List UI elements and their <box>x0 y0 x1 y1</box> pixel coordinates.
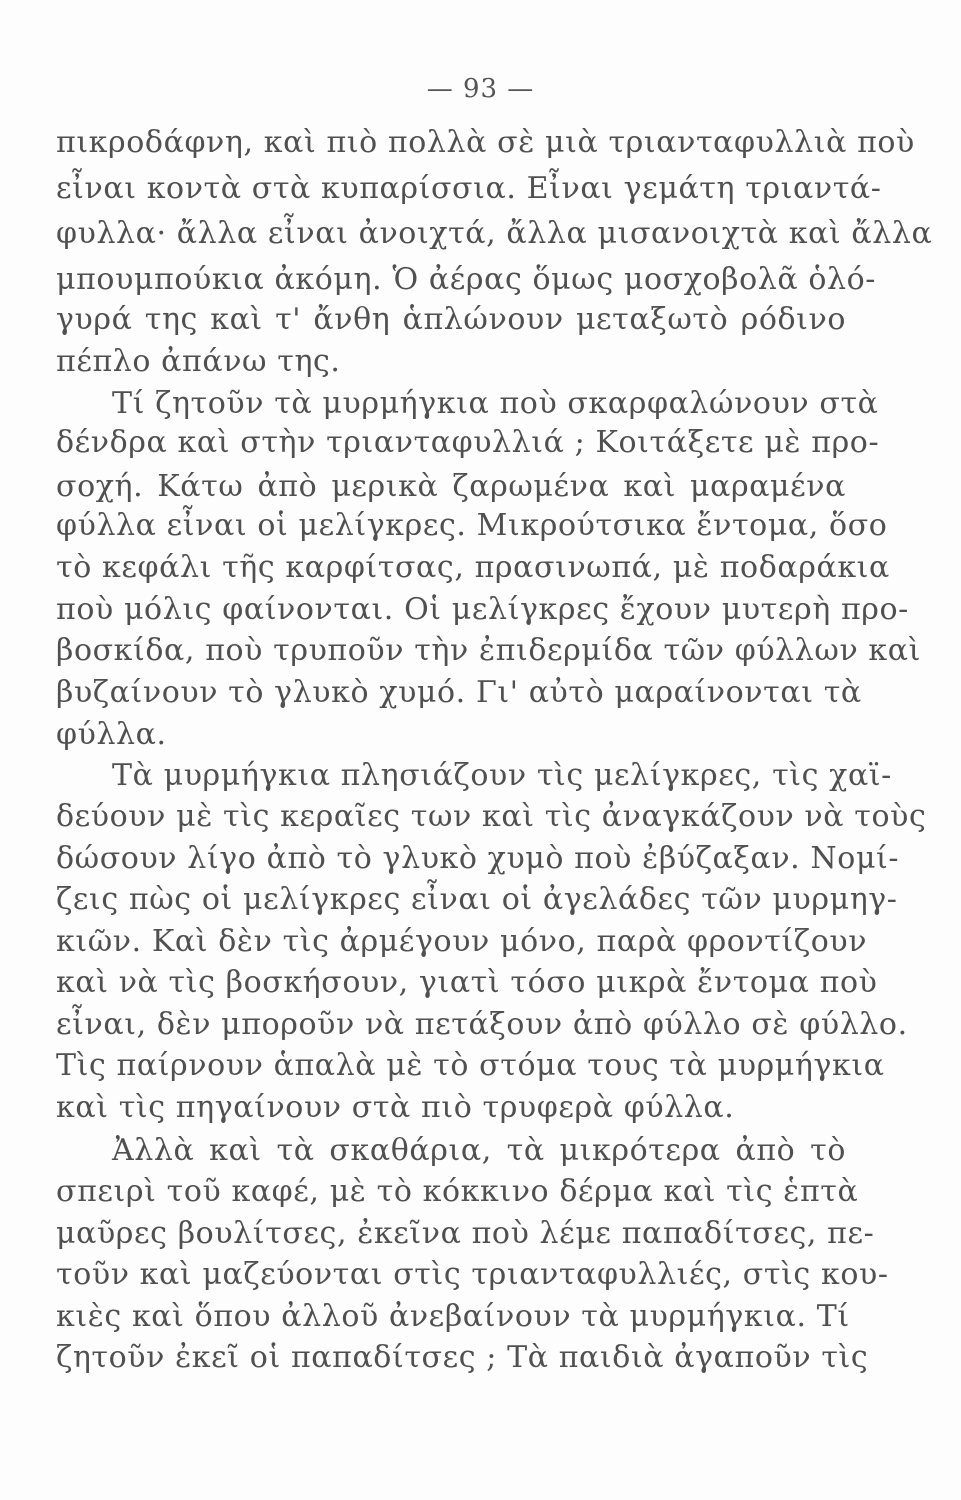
text-line: Τί ζητοῦν τὰ μυρμήγκια ποὺ σκαρφαλώνουν στὰ <box>112 386 879 421</box>
text-line: δώσουν λίγο ἀπὸ τὸ γλυκὸ χυμὸ ποὺ ἐβύζαξαν. Νομί- <box>56 841 900 876</box>
text-line: σοχή. Κάτω ἀπὸ μερικὰ ζαρωμένα καὶ μαραμένα <box>56 469 846 504</box>
text-line: φύλλα. <box>56 717 167 752</box>
text-line: δεύουν μὲ τὶς κεραῖες των καὶ τὶς ἀναγκάζουν νὰ τοὺς <box>56 799 927 834</box>
text-line: εἶναι κοντὰ στὰ κυπαρίσσια. Εἶναι γεμάτη τριαντά- <box>56 171 882 206</box>
text-line: βυζαίνουν τὸ γλυκὸ χυμό. Γι' αὐτὸ μαραίνονται τὰ <box>56 675 862 710</box>
text-line: γυρά της καὶ τ' ἄνθη ἁπλώνουν μεταξωτὸ ρόδινο <box>56 302 846 337</box>
text-line: ποὺ μόλις φαίνονται. Οἱ μελίγκρες ἔχουν μυτερὴ προ- <box>56 592 909 627</box>
text-line: Τὶς παίρνουν ἁπαλὰ μὲ τὸ στόμα τους τὰ μυρμήγκια <box>56 1048 885 1083</box>
text-line: ζεις πὼς οἱ μελίγκρες εἶναι οἱ ἀγελάδες τῶν μυρμηγ- <box>56 882 898 917</box>
page-number: — 93 — <box>426 74 535 104</box>
text-line: τὸ κεφάλι τῆς καρφίτσας, πρασινωπά, μὲ ποδαράκια <box>56 550 890 585</box>
text-line: τοῦν καὶ μαζεύονται στὶς τριανταφυλλιές, στὶς κου- <box>56 1257 889 1292</box>
text-line: μπουμπούκια ἀκόμη. Ὁ ἀέρας ὅμως μοσχοβολᾶ ὁλό- <box>56 262 877 297</box>
text-line: καὶ τὶς πηγαίνουν στὰ πιὸ τρυφερὰ φύλλα. <box>56 1090 735 1125</box>
text-line: Ἀλλὰ καὶ τὰ σκαθάρια, τὰ μικρότερα ἀπὸ τὸ <box>112 1133 846 1168</box>
text-line: φυλλα· ἄλλα εἶναι ἀνοιχτά, ἄλλα μισανοιχτὰ καὶ ἄλλα <box>56 216 933 251</box>
text-line: πικροδάφνη, καὶ πιὸ πολλὰ σὲ μιὰ τριανταφυλλιὰ ποὺ <box>56 125 915 160</box>
text-line: βοσκίδα, ποὺ τρυποῦν τὴν ἐπιδερμίδα τῶν φύλλων καὶ <box>56 633 921 668</box>
text-line: καὶ νὰ τὶς βοσκήσουν, γιατὶ τόσο μικρὰ ἔντομα ποὺ <box>56 965 878 1000</box>
text-line: μαῦρες βουλίτσες, ἐκεῖνα ποὺ λέμε παπαδίτσες, πε- <box>56 1216 875 1251</box>
text-line: κιῶν. Καὶ δὲν τὶς ἀρμέγουν μόνο, παρὰ φροντίζουν <box>56 924 868 959</box>
text-line: φύλλα εἶναι οἱ μελίγκρες. Μικρούτσικα ἔντομα, ὅσο <box>56 508 888 543</box>
text-line: σπειρὶ τοῦ καφέ, μὲ τὸ κόκκινο δέρμα καὶ τὶς ἑπτὰ <box>56 1174 859 1209</box>
text-line: ζητοῦν ἐκεῖ οἱ παπαδίτσες ; Τὰ παιδιὰ ἀγαποῦν τὶς <box>56 1340 869 1375</box>
text-line: εἶναι, δὲν μποροῦν νὰ πετάξουν ἀπὸ φύλλο σὲ φύλλο. <box>56 1007 908 1042</box>
text-line: κιὲς καὶ ὅπου ἀλλοῦ ἀνεβαίνουν τὰ μυρμήγκια. Τί <box>56 1299 850 1334</box>
text-line: Τὰ μυρμήγκια πλησιάζουν τὶς μελίγκρες, τὶς χαϊ- <box>112 758 892 793</box>
text-line: πέπλο ἀπάνω της. <box>56 344 341 379</box>
text-line: δένδρα καὶ στὴν τριανταφυλλιά ; Κοιτάξετε μὲ προ- <box>56 425 880 460</box>
